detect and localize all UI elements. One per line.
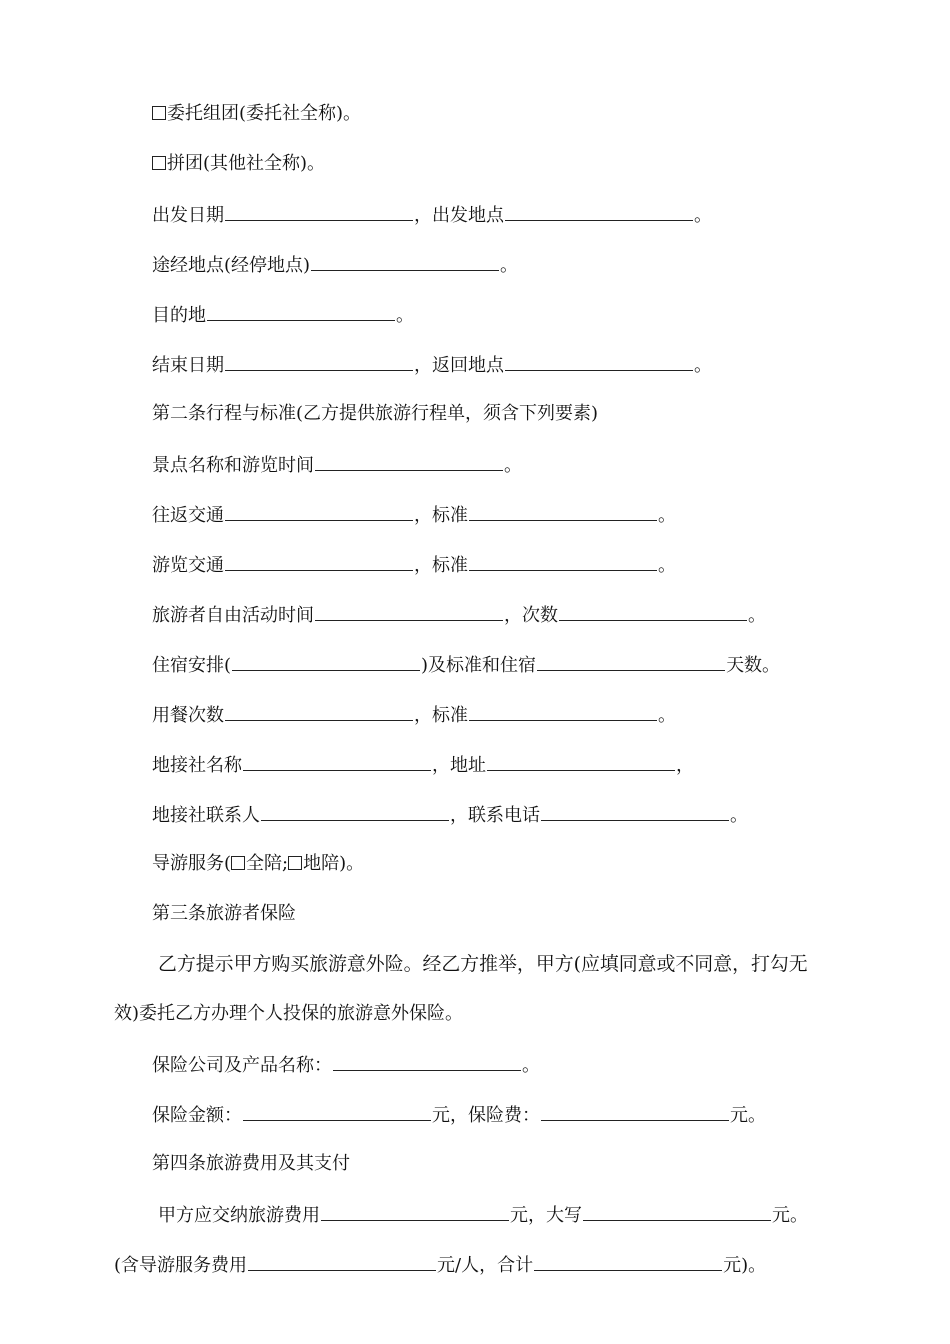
punctuation: 。 — [694, 355, 712, 376]
return-line — [152, 352, 712, 378]
local-agency-name-blank[interactable] — [243, 752, 431, 771]
sights-blank[interactable] — [315, 452, 503, 471]
field-label: 元。 — [730, 1105, 766, 1126]
field-label: 导游服务( — [152, 853, 232, 874]
punctuation: 。 — [730, 805, 748, 826]
field-label: 元)。 — [723, 1255, 767, 1276]
insurance-paragraph-line-2: 效)委托乙方办理个人投保的旅游意外保险。 — [114, 1003, 464, 1024]
article-4-heading: 第四条旅游费用及其支付 — [152, 1153, 350, 1174]
end-date-blank[interactable] — [225, 352, 413, 371]
field-label: ，联系电话 — [450, 805, 540, 826]
insurer-blank[interactable] — [333, 1052, 521, 1071]
departure-line — [152, 202, 712, 228]
sightseeing-transport-line — [152, 552, 676, 578]
meals-standard-blank[interactable] — [469, 702, 657, 721]
checkbox[interactable] — [152, 106, 166, 120]
destination-blank[interactable] — [207, 302, 395, 321]
checkbox[interactable] — [152, 156, 166, 170]
field-label: 甲方应交纳旅游费用 — [158, 1205, 320, 1226]
premium-blank[interactable] — [541, 1102, 729, 1121]
punctuation: 。 — [748, 605, 766, 626]
field-label: ，次数 — [504, 605, 558, 626]
field-label: 保险公司及产品名称： — [152, 1055, 332, 1076]
free-time-blank[interactable] — [315, 602, 503, 621]
field-label: 途经地点(经停地点) — [152, 255, 311, 276]
punctuation: 。 — [694, 205, 712, 226]
sightseeing-standard-blank[interactable] — [469, 552, 657, 571]
field-label: 结束日期 — [152, 355, 224, 376]
field-label: 用餐次数 — [152, 705, 224, 726]
round-trip-standard-blank[interactable] — [469, 502, 657, 521]
field-label: ，标准 — [414, 705, 468, 726]
option-label: 地陪)。 — [303, 853, 365, 874]
local-phone-blank[interactable] — [541, 802, 729, 821]
field-label: ，标准 — [414, 505, 468, 526]
fee-amount-words-blank[interactable] — [583, 1202, 771, 1221]
article-2-heading: 第二条行程与标准(乙方提供旅游行程单，须含下列要素) — [152, 403, 599, 424]
punctuation: 。 — [396, 305, 414, 326]
guide-service-line — [152, 852, 364, 876]
local-agency-address-blank[interactable] — [487, 752, 675, 771]
via-line — [152, 252, 518, 278]
punctuation: 。 — [522, 1055, 540, 1076]
field-label: 地接社联系人 — [152, 805, 260, 826]
sights-line — [152, 452, 522, 478]
field-label: ，标准 — [414, 555, 468, 576]
punctuation: ， — [676, 755, 694, 776]
punctuation: 。 — [658, 705, 676, 726]
field-label: 地接社名称 — [152, 755, 242, 776]
punctuation: 。 — [500, 255, 519, 276]
checkbox-local-escort[interactable] — [288, 856, 302, 870]
option-label: 委托组团(委托社全称)。 — [167, 103, 362, 124]
option-label: 全陪; — [246, 853, 289, 874]
article-3-heading: 第三条旅游者保险 — [152, 903, 296, 924]
field-label: ，出发地点 — [414, 205, 504, 226]
return-place-blank[interactable] — [505, 352, 693, 371]
total-blank[interactable] — [534, 1252, 722, 1271]
insurer-line — [152, 1052, 540, 1078]
free-time-line — [152, 602, 766, 628]
round-trip-transport-line — [152, 502, 676, 528]
field-label: 保险金额： — [152, 1105, 242, 1126]
field-label: (含导游服务费用 — [114, 1255, 248, 1276]
round-trip-transport-blank[interactable] — [225, 502, 413, 521]
local-contact-blank[interactable] — [261, 802, 449, 821]
insurance-amount-line — [152, 1102, 766, 1128]
field-label: 元。 — [772, 1205, 808, 1226]
meals-line — [152, 702, 676, 728]
option-entrusted-group — [152, 102, 361, 126]
local-contact-line — [152, 802, 748, 828]
option-joint-group — [152, 152, 325, 176]
option-label: 拼团(其他社全称)。 — [167, 153, 326, 174]
accommodation-line — [152, 652, 780, 678]
accommodation-days-blank[interactable] — [537, 652, 725, 671]
via-place-blank[interactable] — [311, 252, 499, 271]
field-label: 出发日期 — [152, 205, 224, 226]
field-label: 往返交通 — [152, 505, 224, 526]
field-label: 元，大写 — [510, 1205, 582, 1226]
fee-amount-blank[interactable] — [321, 1202, 509, 1221]
checkbox-full-escort[interactable] — [231, 856, 245, 870]
accommodation-blank[interactable] — [232, 652, 420, 671]
field-label: 住宿安排( — [152, 655, 232, 676]
field-label: )及标准和住宿 — [421, 655, 537, 676]
guide-fee-line — [114, 1252, 766, 1278]
field-label: 目的地 — [152, 305, 206, 326]
field-label: 天数。 — [726, 655, 781, 676]
field-label: 元/人，合计 — [437, 1255, 534, 1276]
field-label: ，返回地点 — [414, 355, 504, 376]
field-label: 元，保险费： — [432, 1105, 540, 1126]
punctuation: 。 — [658, 505, 676, 526]
sightseeing-transport-blank[interactable] — [225, 552, 413, 571]
fee-line — [158, 1202, 808, 1228]
field-label: 旅游者自由活动时间 — [152, 605, 314, 626]
field-label: 游览交通 — [152, 555, 224, 576]
meals-count-blank[interactable] — [225, 702, 413, 721]
field-label: 景点名称和游览时间 — [152, 455, 314, 476]
punctuation: 。 — [658, 555, 676, 576]
punctuation: 。 — [504, 455, 522, 476]
free-time-count-blank[interactable] — [559, 602, 747, 621]
local-agency-line — [152, 752, 694, 778]
destination-line — [152, 302, 414, 328]
insured-amount-blank[interactable] — [243, 1102, 431, 1121]
departure-place-blank[interactable] — [505, 202, 693, 221]
field-label: ，地址 — [432, 755, 486, 776]
insurance-paragraph-line-1: 乙方提示甲方购买旅游意外险。经乙方推举，甲方(应填同意或不同意，打勾无 — [158, 953, 808, 975]
departure-date-blank[interactable] — [225, 202, 413, 221]
guide-fee-blank[interactable] — [248, 1252, 436, 1271]
